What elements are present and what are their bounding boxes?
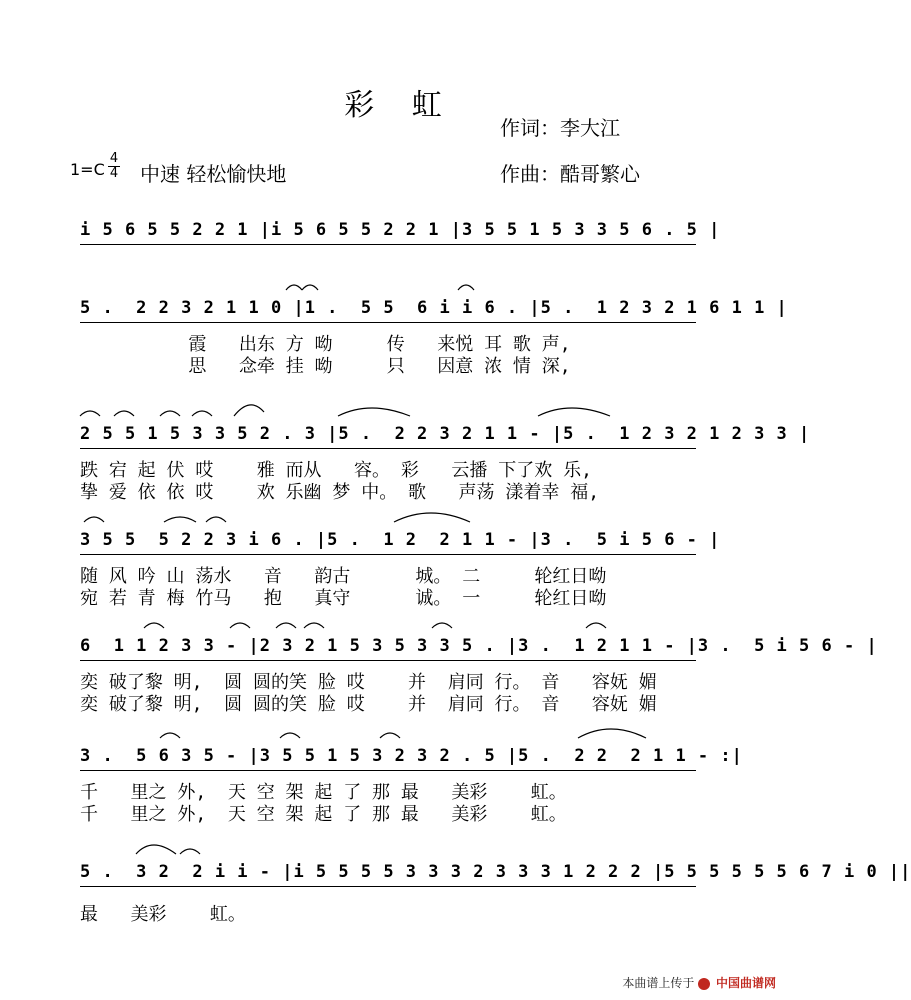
lyric-verse-2: 宛 若 青 梅 竹马 抱 真守 诚。 一 轮红日呦 (80, 588, 607, 609)
notes-row: 5 . 2 2 3 2 1 1 0 |1 . 5 5 6 i i 6 . |5 . 1 2 3 2 1 6 1 1 | (80, 298, 696, 323)
lyricist-credit: 作词：李大江 (500, 116, 620, 140)
lyric-verse-2: 思 念牵 挂 呦 只 因意 浓 情 深, (80, 356, 571, 377)
slur-marks (80, 404, 696, 426)
notes-row: 5 . 3 2 2 i i - |i 5 5 5 5 3 3 3 2 3 3 3 1 2 2 2 |5 5 5 5 5 5 6 7 i 0 || (80, 862, 696, 887)
time-signature-numerator: 4 (109, 151, 119, 166)
site-name-link[interactable]: 中国曲谱网 (715, 976, 776, 990)
slur-marks (80, 278, 696, 300)
slur-marks (80, 200, 696, 222)
notes-row: 3 5 5 5 2 2 3 i 6 . |5 . 1 2 2 1 1 - |3 . 5 i 5 6 - | (80, 530, 696, 555)
lyric-verse-2: 奕 破了黎 明, 圆 圆的笑 脸 哎 并 肩同 行。 音 容妩 媚 (80, 694, 657, 715)
slur-marks (80, 842, 696, 864)
composer-credit: 作曲：酷哥繁心 (500, 162, 640, 186)
time-signature-denominator: 4 (109, 166, 119, 181)
song-title: 彩 虹 (344, 88, 456, 123)
lyric-verse-2: 挚 爱 依 依 哎 欢 乐幽 梦 中。 歌 声荡 漾着幸 福, (80, 482, 600, 503)
slur-marks (80, 616, 696, 638)
tempo-marking: 中速 轻松愉快地 (140, 162, 287, 186)
upload-note: 本曲谱上传于 (622, 976, 695, 990)
lyric-verse-1: 随 风 吟 山 荡水 音 韵古 城。 二 轮红日呦 (80, 566, 607, 587)
lyric-verse-1: 最 美彩 虹。 (80, 904, 246, 925)
lyric-verse-1: 霞 出东 方 呦 传 来悦 耳 歌 声, (80, 334, 571, 355)
slur-marks (80, 726, 696, 748)
lyric-verse-1: 奕 破了黎 明, 圆 圆的笑 脸 哎 并 肩同 行。 音 容妩 媚 (80, 672, 657, 693)
upload-footer (622, 974, 776, 991)
lyric-verse-1: 跌 宕 起 伏 哎 雅 而从 容。 彩 云播 下了欢 乐, (80, 460, 592, 481)
notes-row: 3 . 5 6 3 5 - |3 5 5 1 5 3 2 3 2 . 5 |5 . 2 2 2 1 1 - :| (80, 746, 696, 771)
lyric-verse-2: 千 里之 外, 天 空 架 起 了 那 最 美彩 虹。 (80, 804, 567, 825)
notes-row: 2 5 5 1 5 3 3 5 2 . 3 |5 . 2 2 3 2 1 1 - |5 . 1 2 3 2 1 2 3 3 | (80, 424, 696, 449)
time-signature (108, 152, 120, 181)
site-logo-icon (698, 978, 710, 990)
notes-row: 6 1 1 2 3 3 - |2 3 2 1 5 3 5 3 3 5 . |3 . 1 2 1 1 - |3 . 5 i 5 6 - | (80, 636, 696, 661)
lyric-verse-1: 千 里之 外, 天 空 架 起 了 那 最 美彩 虹。 (80, 782, 567, 803)
slur-marks (80, 510, 696, 532)
notes-row: i 5 6 5 5 2 2 1 |i 5 6 5 5 2 2 1 |3 5 5 1 5 3 3 5 6 . 5 | (80, 220, 696, 245)
key-signature: 1=C (70, 160, 105, 179)
